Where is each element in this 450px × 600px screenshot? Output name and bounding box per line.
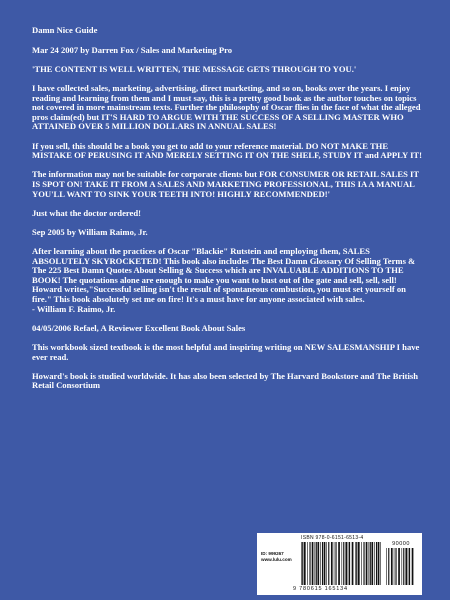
- review2-headline: Just what the doctor ordered!: [32, 207, 142, 218]
- review3-byline: 04/05/2006 Refael, A Reviewer Excellent Book About Sales: [32, 322, 246, 333]
- lulu-sticker: [261, 551, 297, 563]
- review1-paragraph-3: The information may not be suitable for corporate clients but FOR CONSUMER OR RETAIL SALES IT IS SPOT ON! TAKE IT FROM A SALES AND MARKETING PROFESSIONAL, THIS IA A MANUAL YOU'LL WANT TO SINK YOUR TEETH INTO! HIGHLY RECOMMENDED!': [32, 169, 419, 199]
- addon-barcode: [386, 548, 416, 585]
- review3-paragraph-2: Howard's book is studied worldwide. It has also been selected by The Harvard Bookstore and The British Retail Consortium: [32, 370, 419, 391]
- review2-body-text: After learning about the practices of Oscar "Blackie" Rutstein and employing them, SALES ABSOLUTELY SKYROCKETED! This book also includes The Best Damn Glossary Of Selling Terms & The 225 Best Damn Quotes About Selling & Success which are INVALUABLE ADDITIONS TO THE BOOK! The quotations alone are enough to make you want to bust out of the gate and sell, sell, sell! Howard writes,"Successful selling isn't the result of spontaneous combustion, you must set yourself on fire." This book absolutely set me on fire! It's a must have for anyone associated with sales.: [32, 246, 416, 305]
- isbn-text: ISBN 978-0-6151-6513-4: [301, 535, 364, 541]
- review2-body: [32, 247, 424, 314]
- price-code: 90000: [392, 541, 410, 547]
- review2-byline: Sep 2005 by William Raimo, Jr.: [32, 226, 148, 237]
- review1-quote: 'THE CONTENT IS WELL WRITTEN, THE MESSAGE GETS THROUGH TO YOU.': [32, 63, 357, 74]
- ean-digits: 9 780615 165134: [293, 586, 348, 592]
- review2-signature: - William F. Raimo, Jr.: [32, 303, 116, 314]
- ean-barcode: [301, 542, 383, 585]
- heading: Damn Nice Guide: [32, 25, 98, 35]
- lulu-id: ID: 999267: [261, 551, 284, 556]
- barcode-box: [257, 533, 422, 595]
- review1-paragraph-1: I have collected sales, marketing, advertising, direct marketing, and so on, books over the years. I enjoy reading and learning from them and I must say, this is a pretty good book as the author touches on topics not covered in more mainstream texts. Further the philosophy of Oscar flies in the face of what the alleged pros claim(ed) but IT'S HARD TO ARGUE WITH THE SUCCESS OF A SELLING MASTER WHO ATTAINED OVER 5 MILLION DOLLARS IN ANNUAL SALES!: [32, 82, 421, 132]
- review1-paragraph-2: If you sell, this should be a book you get to add to your reference material. DO NOT MAKE THE MISTAKE OF PERUSING IT AND MERELY SETTING IT ON THE SHELF, STUDY IT and APPLY IT!: [32, 140, 423, 161]
- back-cover-text: [32, 26, 424, 401]
- lulu-site: www.lulu.com: [261, 557, 292, 562]
- review3-paragraph-1: This workbook sized textbook is the most helpful and inspiring writing on NEW SALESMANSHIP I have ever read.: [32, 342, 420, 362]
- review1-byline: Mar 24 2007 by Darren Fox / Sales and Marketing Pro: [32, 44, 233, 55]
